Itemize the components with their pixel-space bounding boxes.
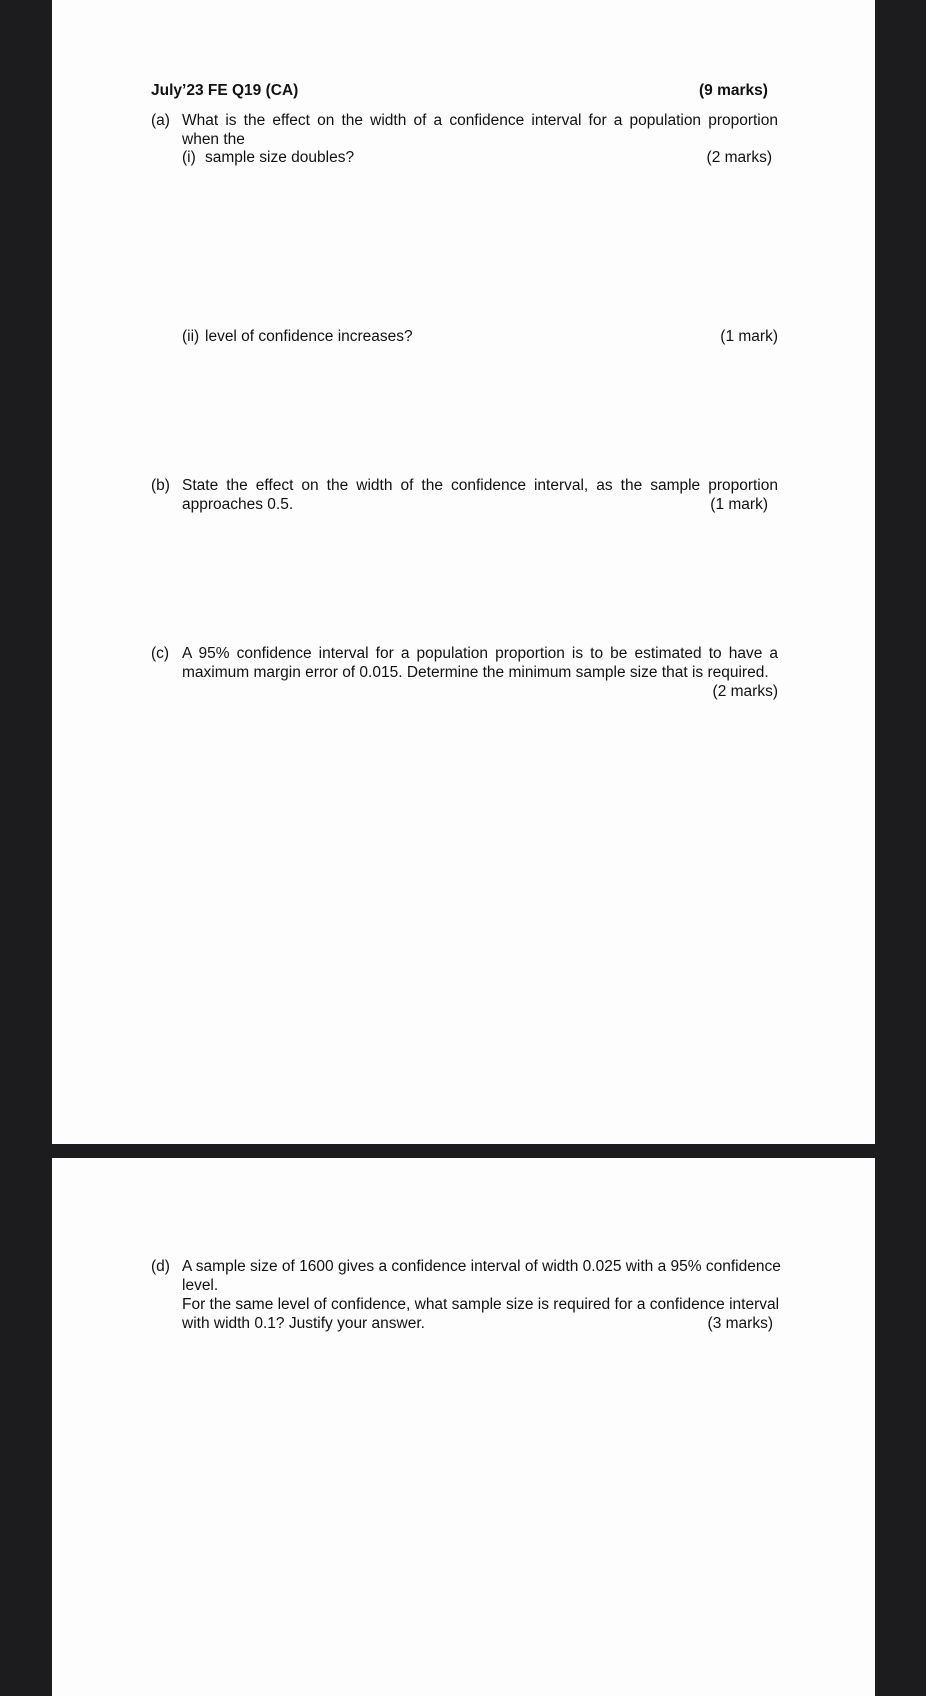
part-a-ii-marks: (1 mark) bbox=[720, 328, 778, 345]
part-d-label: (d) bbox=[151, 1258, 170, 1275]
part-a-i-label: (i) bbox=[182, 149, 196, 166]
part-a-i-text: sample size doubles? bbox=[205, 149, 355, 166]
part-c-line1: A 95% confidence interval for a population proportion is to be estimated to have a bbox=[182, 645, 778, 662]
part-d-line1: A sample size of 1600 gives a confidence interval of width 0.025 with a 95% confidence bbox=[182, 1258, 781, 1275]
part-c-label: (c) bbox=[151, 645, 170, 662]
part-b-line1: State the effect on the width of the confidence interval, as the sample proportion bbox=[182, 477, 778, 494]
part-a-ii-label: (ii) bbox=[182, 328, 200, 345]
question-title: July’23 FE Q19 (CA) bbox=[151, 82, 299, 99]
document-page-2 bbox=[52, 1158, 875, 1696]
part-d-line2: level. bbox=[182, 1277, 219, 1294]
part-b-line2: approaches 0.5. bbox=[182, 496, 294, 513]
part-d-line4: with width 0.1? Justify your answer. bbox=[182, 1315, 425, 1332]
part-c-marks: (2 marks) bbox=[712, 683, 778, 700]
part-d-marks: (3 marks) bbox=[707, 1315, 773, 1332]
part-c-line2: maximum margin error of 0.015. Determine the minimum sample size that is required. bbox=[182, 664, 769, 681]
part-b-marks: (1 mark) bbox=[710, 496, 768, 513]
total-marks: (9 marks) bbox=[699, 82, 768, 99]
part-a-question: What is the effect on the width of a confidence interval for a population proportion when the bbox=[182, 112, 778, 148]
part-d-line3: For the same level of confidence, what sample size is required for a confidence interval bbox=[182, 1296, 780, 1313]
part-a-label: (a) bbox=[151, 112, 170, 129]
part-b-label: (b) bbox=[151, 477, 170, 494]
part-a-ii-text: level of confidence increases? bbox=[205, 328, 413, 345]
part-a-i-marks: (2 marks) bbox=[706, 149, 772, 166]
document-page-1 bbox=[52, 0, 875, 1144]
